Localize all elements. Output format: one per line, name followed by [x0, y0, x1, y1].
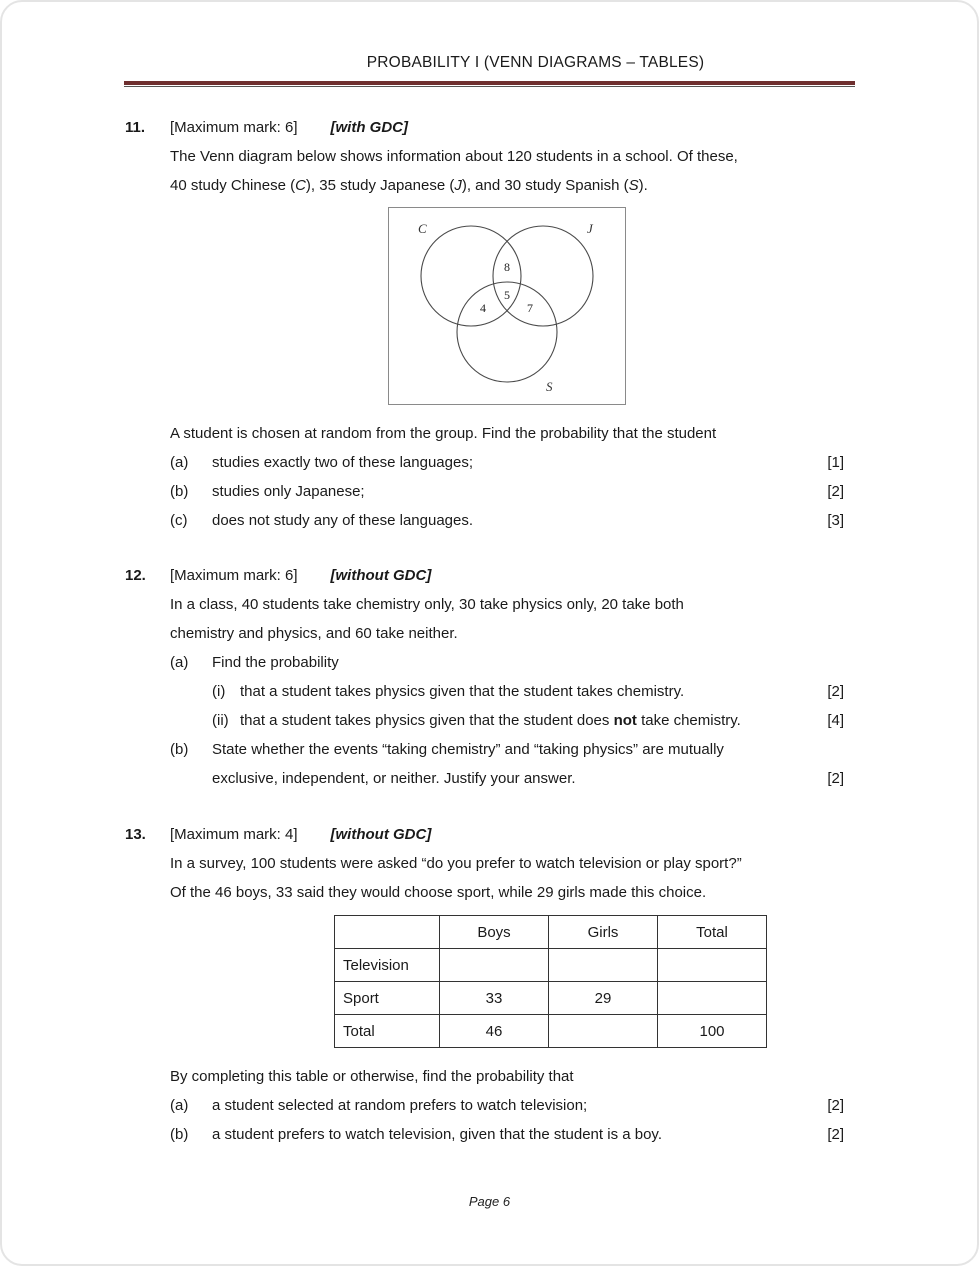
question-12 — [125, 561, 844, 793]
max-mark: [Maximum mark: 4] — [170, 826, 298, 843]
item-letter: (a) — [170, 1097, 189, 1114]
content — [2, 113, 977, 1149]
venn-diagram — [388, 207, 626, 405]
intro-line-1: In a survey, 100 students were asked “do you prefer to watch television or play sport?” — [170, 855, 742, 872]
gdc-note: [with GDC] — [330, 119, 408, 136]
item-letter-spacer — [170, 764, 212, 793]
text-segment: take chemistry. — [636, 712, 741, 729]
item-mark: [2] — [827, 1126, 844, 1143]
intro-line-1: The Venn diagram below shows information about 120 students in a school. Of these, — [170, 148, 738, 165]
question-11-body — [170, 142, 844, 535]
question-number: 11. — [125, 119, 146, 136]
question-11a — [170, 448, 844, 477]
question-11-prompt: A student is chosen at random from the group. Find the probability that the student — [170, 425, 717, 442]
cell-total-boys: 46 — [440, 1015, 549, 1048]
gdc-note: [without GDC] — [330, 826, 432, 843]
subitem-text — [240, 706, 827, 735]
venn-label-s: S — [546, 379, 553, 394]
cell-total-total: 100 — [658, 1015, 767, 1048]
survey-table — [334, 915, 767, 1048]
venn-count-center: 5 — [504, 288, 510, 302]
subitem-number: (i) — [212, 683, 226, 700]
intro-line-2: Of the 46 boys, 33 said they would choose sport, while 29 girls made this choice. — [170, 884, 707, 901]
header-cell-boys: Boys — [440, 916, 549, 949]
question-number: 12. — [125, 567, 146, 584]
set-symbol-s: S — [628, 177, 639, 194]
question-13a — [170, 1091, 844, 1120]
item-letter: (b) — [170, 741, 189, 758]
venn-count-cs: 4 — [480, 301, 486, 315]
question-number: 13. — [125, 826, 146, 843]
text-segment: ), 35 study Japanese ( — [305, 177, 455, 194]
item-text: State whether the events “taking chemistry” and “taking physics” are mutually — [212, 741, 724, 758]
text-segment: ). — [638, 177, 648, 194]
cell-television-total — [658, 949, 767, 982]
cell-total-girls — [549, 1015, 658, 1048]
question-13-header — [125, 820, 844, 849]
venn-label-c: C — [418, 221, 427, 236]
header-rule — [124, 81, 855, 85]
item-text: Find the probability — [212, 654, 339, 671]
question-11-header — [125, 113, 844, 142]
question-13b — [170, 1120, 844, 1149]
question-12a-ii — [212, 706, 844, 735]
table-row-sport — [335, 982, 767, 1015]
item-letter: (c) — [170, 512, 188, 529]
cell-television-boys — [440, 949, 549, 982]
header-cell-blank — [335, 916, 440, 949]
cell-sport-girls: 29 — [549, 982, 658, 1015]
question-13 — [125, 820, 844, 1149]
question-12a — [170, 648, 844, 677]
cell-sport-boys: 33 — [440, 982, 549, 1015]
header-cell-girls: Girls — [549, 916, 658, 949]
subitem-text: that a student takes physics given that the student takes chemistry. — [240, 683, 685, 700]
header-rule-underline — [124, 86, 855, 87]
header-title: PROBABILITY I (VENN DIAGRAMS – TABLES) — [366, 54, 705, 71]
item-mark: [3] — [827, 512, 844, 529]
question-12b-line1 — [170, 735, 844, 764]
row-label: Total — [335, 1015, 440, 1048]
item-mark: [2] — [827, 683, 844, 700]
question-12-header — [125, 561, 844, 590]
item-mark: [2] — [827, 770, 844, 787]
item-text: studies only Japanese; — [212, 483, 365, 500]
circle-japanese — [493, 226, 593, 326]
max-mark: [Maximum mark: 6] — [170, 119, 298, 136]
item-letter: (b) — [170, 1126, 189, 1143]
document-header — [2, 2, 977, 87]
item-text: a student prefers to watch television, given that the student is a boy. — [212, 1126, 662, 1143]
venn-svg — [389, 208, 625, 404]
item-mark: [2] — [827, 1097, 844, 1114]
item-letter: (a) — [170, 654, 189, 671]
item-mark: [4] — [827, 712, 844, 729]
venn-label-j: J — [587, 221, 593, 236]
item-letter: (b) — [170, 483, 189, 500]
item-text: a student selected at random prefers to watch television; — [212, 1097, 588, 1114]
cell-television-girls — [549, 949, 658, 982]
venn-count-js: 7 — [527, 301, 533, 315]
subitem-number: (ii) — [212, 712, 229, 729]
question-11b — [170, 477, 844, 506]
text-segment: that a student takes physics given that the student does — [240, 712, 614, 729]
circle-chinese — [421, 226, 521, 326]
item-text: studies exactly two of these languages; — [212, 454, 473, 471]
text-segment: ), and 30 study Spanish ( — [461, 177, 629, 194]
table-header-row — [335, 916, 767, 949]
page-footer: Page 6 — [468, 1194, 511, 1209]
table-row-television — [335, 949, 767, 982]
row-label: Television — [335, 949, 440, 982]
question-12-body — [170, 590, 844, 793]
table-row-total — [335, 1015, 767, 1048]
question-12b-line2 — [170, 764, 844, 793]
header-cell-total: Total — [658, 916, 767, 949]
set-symbol-j: J — [454, 177, 462, 194]
question-11 — [125, 113, 844, 535]
question-13-prompt: By completing this table or otherwise, find the probability that — [170, 1068, 574, 1085]
gdc-note: [without GDC] — [330, 567, 432, 584]
intro-line-1: In a class, 40 students take chemistry only, 30 take physics only, 20 take both — [170, 596, 684, 613]
question-13-body — [170, 849, 844, 1149]
venn-count-cj: 8 — [504, 260, 510, 274]
max-mark: [Maximum mark: 6] — [170, 567, 298, 584]
item-letter: (a) — [170, 454, 189, 471]
intro-line-2: chemistry and physics, and 60 take neither. — [170, 625, 458, 642]
question-12a-i — [212, 677, 844, 706]
text-segment: 40 study Chinese ( — [170, 177, 296, 194]
row-label: Sport — [335, 982, 440, 1015]
emphasis-not: not — [613, 712, 637, 729]
item-mark: [2] — [827, 483, 844, 500]
intro-line-2 — [170, 171, 844, 200]
set-symbol-c: C — [295, 177, 306, 194]
item-text: exclusive, independent, or neither. Justify your answer. — [212, 770, 576, 787]
item-text: does not study any of these languages. — [212, 512, 474, 529]
question-11c — [170, 506, 844, 535]
item-mark: [1] — [827, 454, 844, 471]
cell-sport-total — [658, 982, 767, 1015]
